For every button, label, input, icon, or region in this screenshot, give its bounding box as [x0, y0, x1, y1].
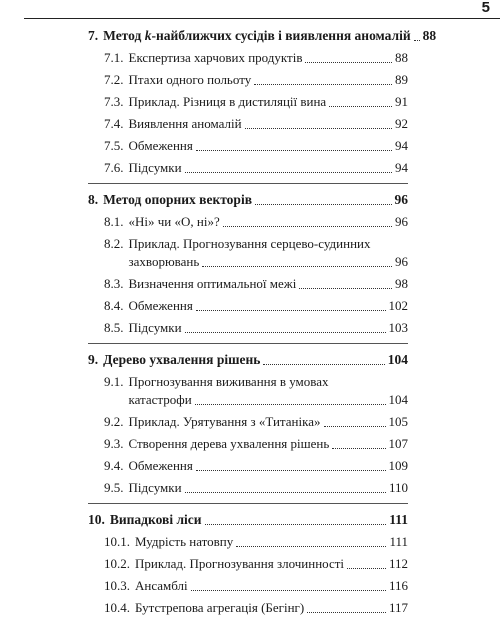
leader-dots	[305, 62, 392, 63]
section-row	[88, 435, 408, 453]
chapter-title: Випадкові ліси	[109, 512, 202, 527]
section-title: «Ні» чи «О, ні»?	[128, 214, 220, 229]
section-row	[88, 115, 408, 133]
section-number: 9.5.	[104, 480, 124, 495]
section-number: 9.3.	[104, 436, 124, 451]
section-row	[88, 71, 408, 89]
section-number: 9.2.	[104, 414, 124, 429]
leader-dots	[185, 172, 392, 173]
section-row	[88, 159, 408, 177]
chapter-8	[88, 191, 408, 344]
chapter-title-italic: k	[144, 28, 152, 43]
leader-dots	[329, 106, 392, 107]
section-page: 116	[388, 578, 408, 593]
section-title-line2: катастрофи	[128, 392, 192, 407]
section-number: 8.1.	[104, 214, 124, 229]
section-row	[88, 297, 408, 315]
section-number: 8.5.	[104, 320, 124, 335]
section-page: 96	[395, 254, 408, 269]
section-title: Птахи одного польоту	[128, 72, 252, 87]
chapter-number: 10.	[88, 512, 105, 527]
section-row	[88, 373, 408, 409]
section-row	[88, 137, 408, 155]
section-page: 111	[389, 534, 408, 549]
section-number: 9.1.	[104, 374, 124, 389]
chapter-page: 111	[389, 512, 408, 527]
section-page: 112	[388, 556, 408, 571]
leader-dots	[196, 470, 386, 471]
leader-dots	[307, 612, 386, 613]
section-title: Приклад. Різниця в дистиляції вина	[128, 94, 327, 109]
leader-dots	[185, 332, 386, 333]
section-number: 10.1.	[104, 534, 130, 549]
section-number: 7.2.	[104, 72, 124, 87]
section-row	[88, 49, 408, 67]
page-number: 5	[481, 0, 490, 16]
chapter-title-suffix: -найближчих сусідів і виявлення аномалій	[151, 28, 411, 43]
section-row	[88, 275, 408, 293]
section-row	[88, 599, 408, 617]
chapter-number: 8.	[88, 192, 99, 207]
leader-dots	[324, 426, 386, 427]
section-page: 91	[395, 94, 408, 109]
leader-dots	[245, 128, 392, 129]
section-number: 8.3.	[104, 276, 124, 291]
section-title: Мудрість натовпу	[135, 534, 234, 549]
section-page: 107	[388, 436, 408, 451]
leader-dots	[191, 590, 386, 591]
leader-dots	[255, 204, 392, 205]
chapter-heading	[88, 351, 408, 369]
leader-dots	[202, 266, 392, 267]
section-row	[88, 533, 408, 551]
section-row	[88, 235, 408, 271]
section-title: Визначення оптимальної межі	[128, 276, 297, 291]
section-row	[88, 457, 408, 475]
section-title-block	[129, 373, 409, 409]
section-title: Виявлення аномалій	[128, 116, 242, 131]
chapter-page: 96	[394, 192, 408, 207]
section-number: 8.4.	[104, 298, 124, 313]
leader-dots	[196, 310, 386, 311]
chapter-title: Дерево ухвалення рішень	[103, 352, 261, 367]
section-row	[88, 577, 408, 595]
section-number: 10.3.	[104, 578, 130, 593]
section-row	[88, 413, 408, 431]
section-title: Експертиза харчових продуктів	[128, 50, 303, 65]
section-title-line2-row	[129, 253, 409, 271]
section-title: Приклад. Прогнозування злочинності	[135, 556, 345, 571]
section-title-line1: Приклад. Прогнозування серцево-судинних	[128, 236, 371, 251]
chapter-heading	[88, 27, 437, 45]
section-page: 110	[388, 480, 408, 495]
section-number: 7.4.	[104, 116, 124, 131]
chapter-10	[88, 511, 408, 623]
section-page: 94	[395, 138, 408, 153]
chapter-9	[88, 351, 408, 504]
leader-dots	[223, 226, 392, 227]
section-title: Обмеження	[128, 298, 193, 313]
section-title: Ансамблі	[135, 578, 188, 593]
leader-dots	[347, 568, 386, 569]
section-title: Обмеження	[128, 138, 193, 153]
chapter-heading	[88, 191, 408, 209]
leader-dots	[236, 546, 386, 547]
section-page: 102	[388, 298, 408, 313]
section-title-line2: захворювань	[128, 254, 200, 269]
chapter-title: Метод опорних векторів	[103, 192, 252, 207]
leader-dots	[205, 524, 387, 525]
section-row	[88, 213, 408, 231]
section-title: Підсумки	[128, 160, 182, 175]
section-title: Обмеження	[128, 458, 193, 473]
section-row	[88, 319, 408, 337]
chapter-page: 88	[422, 28, 437, 43]
section-page: 89	[395, 72, 408, 87]
section-page: 96	[395, 214, 408, 229]
section-number: 7.5.	[104, 138, 124, 153]
leader-dots	[254, 84, 392, 85]
leader-dots	[195, 404, 386, 405]
section-number: 9.4.	[104, 458, 124, 473]
section-page: 88	[395, 50, 408, 65]
section-title-block	[129, 235, 409, 271]
chapter-title	[103, 27, 411, 45]
section-title: Бутстрепова агрегація (Бегінг)	[135, 600, 305, 615]
section-number: 7.6.	[104, 160, 124, 175]
section-page: 117	[388, 600, 408, 615]
section-title: Створення дерева ухвалення рішень	[128, 436, 330, 451]
chapter-title-prefix: Метод	[103, 28, 145, 43]
section-title-line2-row	[129, 391, 409, 409]
section-number: 8.2.	[104, 236, 124, 251]
section-title: Підсумки	[128, 480, 182, 495]
section-page: 105	[388, 414, 408, 429]
chapter-page: 104	[387, 352, 408, 367]
chapter-heading	[88, 511, 408, 529]
section-row	[88, 479, 408, 497]
section-number: 7.3.	[104, 94, 124, 109]
section-page: 98	[395, 276, 408, 291]
section-page: 103	[388, 320, 408, 335]
section-number: 10.2.	[104, 556, 130, 571]
header-rule	[24, 18, 500, 19]
section-row	[88, 93, 408, 111]
chapter-7	[88, 27, 437, 184]
leader-dots	[332, 448, 385, 449]
section-page: 104	[388, 392, 408, 407]
section-title-line1: Прогнозування виживання в умовах	[128, 374, 329, 389]
leader-dots	[414, 40, 420, 41]
section-title: Приклад. Урятування з «Титаніка»	[128, 414, 321, 429]
section-number: 10.4.	[104, 600, 130, 615]
leader-dots	[185, 492, 386, 493]
table-of-contents	[88, 22, 437, 630]
section-page: 92	[395, 116, 408, 131]
section-page: 109	[388, 458, 408, 473]
chapter-number: 7.	[88, 28, 99, 43]
section-title: Підсумки	[128, 320, 182, 335]
section-page: 94	[395, 160, 408, 175]
section-row	[88, 555, 408, 573]
section-number: 7.1.	[104, 50, 124, 65]
leader-dots	[196, 150, 392, 151]
chapter-number: 9.	[88, 352, 99, 367]
leader-dots	[263, 364, 384, 365]
leader-dots	[299, 288, 392, 289]
